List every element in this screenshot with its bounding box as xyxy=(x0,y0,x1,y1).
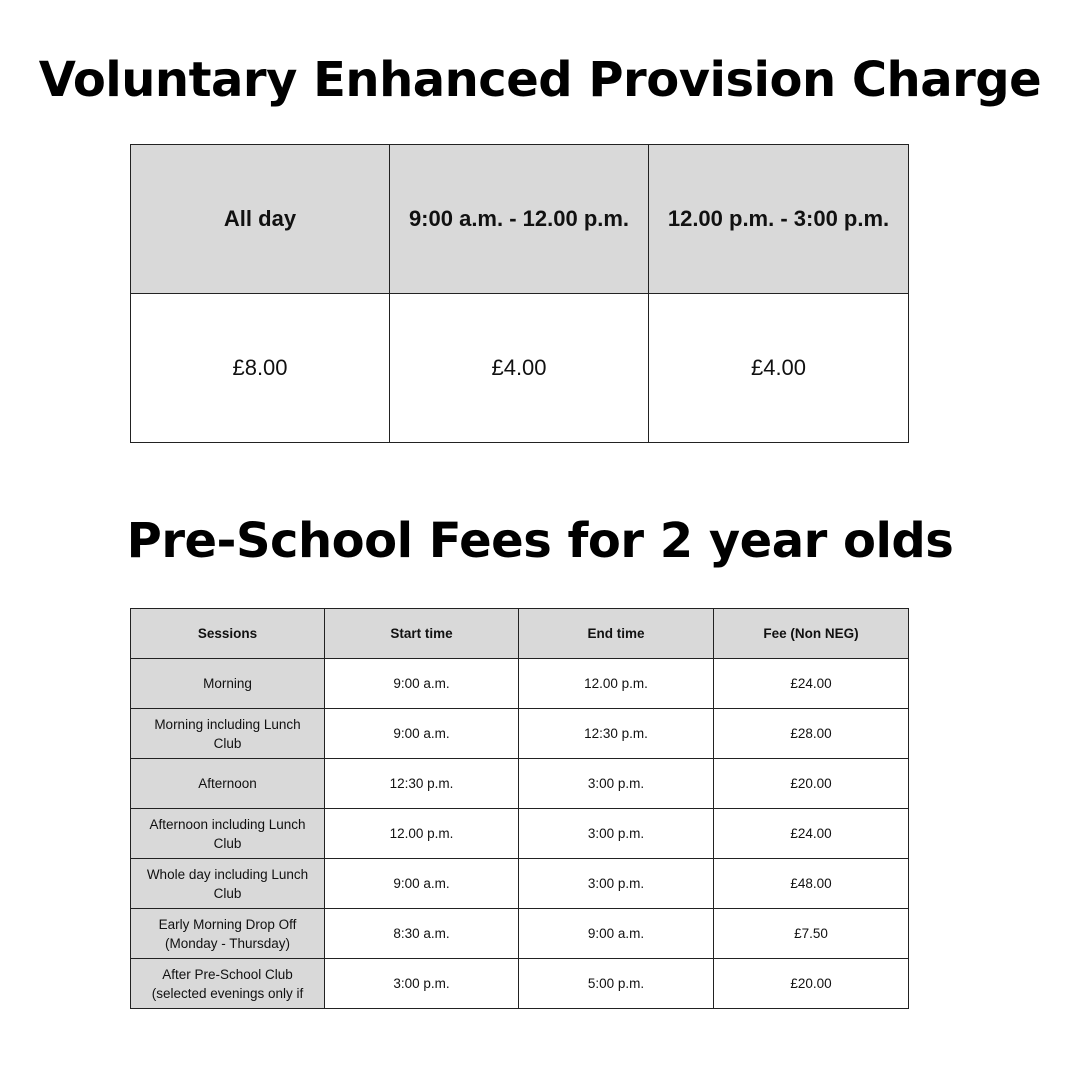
voluntary-charge-title: Voluntary Enhanced Provision Charge xyxy=(38,52,1042,108)
fee: £48.00 xyxy=(714,859,909,909)
preschool-fees-table xyxy=(130,608,909,1009)
fee: £28.00 xyxy=(714,709,909,759)
end-time: 12:30 p.m. xyxy=(519,709,714,759)
start-time: 9:00 a.m. xyxy=(325,859,519,909)
header-start-time: Start time xyxy=(325,609,519,659)
session-name: Morning xyxy=(131,659,325,709)
header-all-day: All day xyxy=(131,145,390,294)
table-row xyxy=(131,659,909,709)
voluntary-values-row xyxy=(131,294,909,443)
value-afternoon: £4.00 xyxy=(649,294,909,443)
header-fee: Fee (Non NEG) xyxy=(714,609,909,659)
session-name: Afternoon including Lunch Club xyxy=(131,809,325,859)
header-sessions: Sessions xyxy=(131,609,325,659)
session-name: Whole day including Lunch Club xyxy=(131,859,325,909)
table-row xyxy=(131,909,909,959)
table-row xyxy=(131,759,909,809)
fee: £24.00 xyxy=(714,809,909,859)
fee: £20.00 xyxy=(714,959,909,1009)
table-row xyxy=(131,809,909,859)
start-time: 3:00 p.m. xyxy=(325,959,519,1009)
start-time: 9:00 a.m. xyxy=(325,659,519,709)
preschool-fees-title: Pre-School Fees for 2 year olds xyxy=(126,513,954,569)
table-row xyxy=(131,859,909,909)
value-all-day: £8.00 xyxy=(131,294,390,443)
start-time: 12:30 p.m. xyxy=(325,759,519,809)
start-time: 8:30 a.m. xyxy=(325,909,519,959)
voluntary-charge-table xyxy=(130,144,909,443)
end-time: 3:00 p.m. xyxy=(519,859,714,909)
session-name xyxy=(131,959,325,1009)
session-name: Morning including Lunch Club xyxy=(131,709,325,759)
fees-header-row xyxy=(131,609,909,659)
table-row xyxy=(131,709,909,759)
end-time: 5:00 p.m. xyxy=(519,959,714,1009)
session-name: Afternoon xyxy=(131,759,325,809)
start-time: 12.00 p.m. xyxy=(325,809,519,859)
header-morning: 9:00 a.m. - 12.00 p.m. xyxy=(390,145,649,294)
value-morning: £4.00 xyxy=(390,294,649,443)
fee: £24.00 xyxy=(714,659,909,709)
end-time: 9:00 a.m. xyxy=(519,909,714,959)
fee: £7.50 xyxy=(714,909,909,959)
end-time: 3:00 p.m. xyxy=(519,809,714,859)
header-afternoon: 12.00 p.m. - 3:00 p.m. xyxy=(649,145,909,294)
header-end-time: End time xyxy=(519,609,714,659)
table-row xyxy=(131,959,909,1009)
session-name-text: After Pre-School Club (selected evenings only if xyxy=(151,966,304,1001)
start-time: 9:00 a.m. xyxy=(325,709,519,759)
end-time: 3:00 p.m. xyxy=(519,759,714,809)
end-time: 12.00 p.m. xyxy=(519,659,714,709)
voluntary-header-row xyxy=(131,145,909,294)
fee: £20.00 xyxy=(714,759,909,809)
session-name: Early Morning Drop Off (Monday - Thursday) xyxy=(131,909,325,959)
